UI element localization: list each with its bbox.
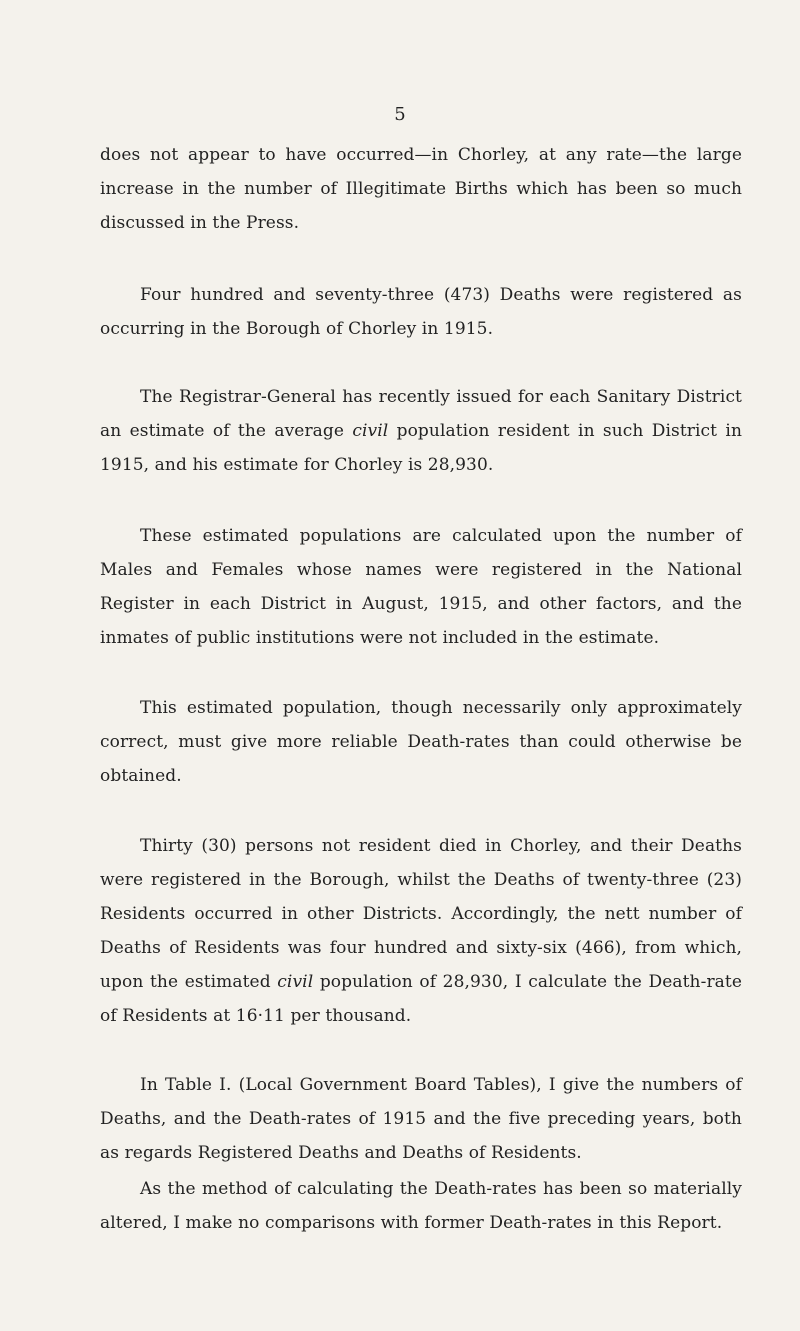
paragraph-6-text-b: population of 28,930, I calculate the Death-rate of Residents at 16·11 per thousand. — [100, 972, 742, 1026]
paragraph-1: does not appear to have occurred—in Chorley, at any rate—the large increase in the number of Illegitimate Births which has been so much discussed in the Press. — [100, 145, 742, 233]
paragraph-3-text-b: population resident in such District in 1915, and his estimate for Chorley is 28,930. — [100, 421, 742, 475]
paragraph-6 — [100, 829, 742, 1033]
page-number: 5 — [394, 104, 406, 125]
paragraph-4: These estimated populations are calculated upon the number of Males and Females whose names were registered in the National Register in each District in August, 1915, and other factors, and the inmates of public institutions were not included in the estimate. — [100, 526, 742, 648]
paragraph-2: Four hundred and seventy-three (473) Deaths were registered as occurring in the Borough of Chorley in 1915. — [100, 285, 742, 339]
paragraph-6-emphasis: civil — [277, 972, 314, 992]
paragraph-3-emphasis: civil — [352, 421, 389, 441]
paragraph-7: In Table I. (Local Government Board Tables), I give the numbers of Deaths, and the Death-rates of 1915 and the five preceding years, both as regards Registered Deaths and Deaths of Residents. — [100, 1075, 742, 1163]
paragraph-3-text-a: The Registrar-General has recently issued for each Sanitary District an estimate of the average — [100, 387, 742, 441]
paragraph-8: As the method of calculating the Death-rates has been so materially altered, I make no comparisons with former Death-rates in this Report. — [100, 1179, 742, 1233]
paragraph-6-text-a: Thirty (30) persons not resident died in Chorley, and their Deaths were registered in the Borough, whilst the Deaths of twenty-three (23) Residents occurred in other Districts. Accordingly, the nett number of Deaths of Residents was four hundred and sixty-six (466), from which, upon the estimated — [100, 836, 742, 992]
paragraph-3 — [100, 380, 742, 482]
paragraph-5: This estimated population, though necessarily only approximately correct, must give more reliable Death-rates than could otherwise be obtained. — [100, 698, 742, 786]
